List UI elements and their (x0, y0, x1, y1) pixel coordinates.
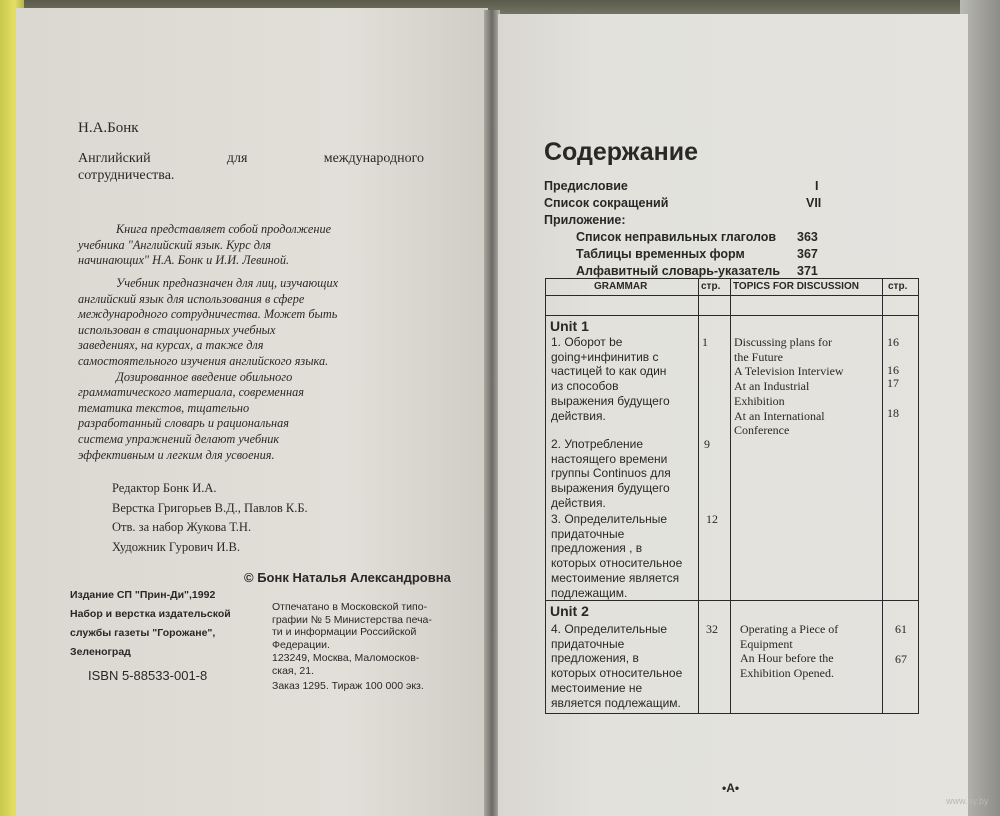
annotation-line: начинающих" Н.А. Бонк и И.И. Левиной. (78, 253, 290, 268)
annotation-line: разработанный словарь и рациональная (78, 416, 289, 431)
printing-line: Заказ 1295. Тираж 100 000 экз. (272, 680, 424, 693)
grammar-line: является подлежащим. (551, 695, 681, 710)
annotation-line: использован в стационарных учебных (78, 322, 276, 337)
grammar-line: группы Continuos для (551, 466, 671, 481)
grammar-line: настоящего времени (551, 451, 668, 466)
grammar-line: выражения будущего (551, 393, 670, 408)
credit-typesetting: Отв. за набор Жукова Т.Н. (112, 520, 252, 534)
grammar-line: подлежащим. (551, 585, 628, 600)
annotation-line: учебника "Английский язык. Курс для (78, 237, 272, 252)
header-divider (546, 295, 918, 296)
grammar-line: предложения , в (551, 541, 643, 556)
column-divider (730, 279, 731, 713)
book-title-line-1: Английский для международного (78, 151, 424, 166)
annotation-line: эффективным и легким для усвоения. (78, 447, 275, 462)
annotation-line: английский язык для использования в сфере (78, 291, 305, 306)
publisher-line: Набор и верстка издательской (70, 608, 231, 620)
book-title-line-2: сотрудничества. (78, 168, 175, 183)
printing-line: ская, 21. (272, 664, 315, 677)
page-marker: •A• (722, 781, 740, 795)
topic-line: An Hour before the (740, 651, 834, 666)
annotation-line: заведениях, на курсах, а также для (78, 338, 264, 353)
copyright-notice: © Бонк Наталья Александровна (244, 570, 451, 585)
grammar-line: придаточные (551, 636, 625, 651)
annotation-line: международного сотрудничества. Может быть (78, 307, 338, 322)
grammar-line: 2. Употребление (551, 437, 644, 451)
grammar-line: придаточные (551, 526, 625, 541)
topic-page: 16 (887, 363, 899, 377)
grammar-line: частицей to как один (551, 364, 667, 379)
grammar-item-2 (551, 437, 671, 511)
topic-page: 18 (887, 406, 899, 420)
toc-preface-page: I (815, 179, 819, 193)
credit-editor: Редактор Бонк И.А. (112, 481, 217, 495)
grammar-line: выражения будущего (551, 481, 670, 496)
column-divider (882, 279, 883, 713)
topic-line: Exhibition (734, 393, 785, 408)
printing-line: Федерации. (272, 639, 330, 652)
unit-1-title: Unit 1 (550, 318, 589, 334)
annotation-line: Дозированное введение обильного (116, 369, 293, 384)
unit-2-title: Unit 2 (550, 603, 589, 619)
topics-unit-2 (740, 622, 838, 681)
author-name: Н.А.Бонк (78, 120, 139, 136)
grammar-page-4: 32 (706, 622, 718, 636)
toc-preface-label: Предисловие (544, 179, 628, 193)
grammar-line: которых относительное (551, 556, 683, 571)
topic-line: At an International (734, 408, 825, 423)
topic-line: At an Industrial (734, 379, 810, 394)
header-page: стр. (888, 281, 908, 292)
grammar-line: действия. (551, 408, 606, 423)
grammar-line: going+инфинитив с (551, 349, 659, 364)
credit-artist: Художник Гурович И.В. (112, 539, 241, 554)
grammar-line: из способов (551, 379, 619, 394)
topic-page: 16 (887, 335, 899, 349)
grammar-line: предложения, в (551, 651, 639, 666)
grammar-line: 3. Определительные (551, 512, 668, 526)
toc-irregular-verbs-page: 363 (797, 230, 818, 244)
topic-line: Discussing plans for (734, 335, 832, 349)
printing-line: графии № 5 Министерства печа- (272, 613, 432, 626)
toc-irregular-verbs-label: Список неправильных глаголов (576, 230, 777, 244)
header-topics: TOPICS FOR DISCUSSION (733, 281, 859, 292)
grammar-line: местоимение не (551, 680, 643, 695)
publisher-line: Зеленоград (70, 646, 131, 658)
topic-line: Exhibition Opened. (740, 666, 834, 681)
topic-line: the Future (734, 349, 783, 364)
credit-layout: Верстка Григорьев В.Д., Павлов К.Б. (112, 500, 308, 515)
toc-tense-tables-label: Таблицы временных форм (576, 247, 745, 261)
credits-block (112, 479, 308, 557)
toc-dictionary-page: 371 (797, 264, 818, 278)
grammar-line: которых относительное (551, 666, 683, 681)
publisher-block (70, 586, 231, 662)
contents-title: Содержание (544, 138, 699, 166)
row-divider (546, 315, 918, 316)
annotation-paragraph-2 (78, 276, 404, 463)
annotation-line: самостоятельного изучения английского языка. (78, 353, 329, 368)
topic-line: Operating a Piece of (740, 622, 839, 636)
header-page: стр. (701, 281, 721, 292)
grammar-page-2: 9 (704, 437, 710, 451)
grammar-item-3 (551, 512, 682, 600)
printing-info (272, 601, 444, 693)
annotation-line: система упражнений делают учебник (78, 431, 280, 446)
annotation-line: грамматического материала, современная (78, 385, 304, 400)
grammar-line: 1. Оборот be (551, 335, 623, 349)
grammar-line: местоимение является (551, 570, 680, 585)
topic-page: 17 (887, 376, 899, 390)
annotation-paragraph-1 (78, 222, 404, 269)
header-grammar: GRAMMAR (594, 281, 648, 292)
grammar-item-4 (551, 622, 682, 710)
topic-page: 67 (895, 652, 907, 666)
isbn: ISBN 5-88533-001-8 (88, 668, 208, 683)
toc-dictionary-label: Алфавитный словарь-указатель (576, 264, 781, 278)
printing-line: Отпечатано в Московской типо- (272, 601, 428, 613)
watermark: www.ay.by (946, 796, 989, 806)
grammar-line: действия. (551, 495, 606, 510)
annotation-line: Учебник предназначен для лиц, изучающих (116, 276, 339, 290)
topics-unit-1 (734, 335, 844, 438)
topic-line: A Television Interview (734, 364, 844, 379)
grammar-item-1 (551, 335, 670, 423)
toc-abbreviations-page: VII (806, 196, 822, 210)
publisher-line: службы газеты "Горожане", (70, 627, 216, 639)
grammar-line: 4. Определительные (551, 622, 668, 636)
topic-page: 61 (895, 622, 907, 636)
contents-table (545, 278, 919, 714)
topic-line: Equipment (740, 636, 793, 651)
grammar-page-3: 12 (706, 512, 718, 526)
annotation-line: тематика текстов, тщательно (78, 400, 250, 415)
toc-abbreviations-label: Список сокращений (544, 196, 669, 210)
publisher-line: Издание СП "Прин-Ди",1992 (70, 589, 216, 601)
toc-tense-tables-page: 367 (797, 247, 818, 261)
printing-line: ти и информации Российской (272, 626, 417, 639)
printing-line: 123249, Москва, Маломосков- (272, 651, 420, 664)
annotation-line: Книга представляет собой продолжение (116, 222, 332, 236)
toc-appendix-label: Приложение: (544, 213, 626, 227)
grammar-page-1: 1 (702, 335, 708, 349)
column-divider (698, 279, 699, 713)
topic-line: Conference (734, 423, 790, 438)
